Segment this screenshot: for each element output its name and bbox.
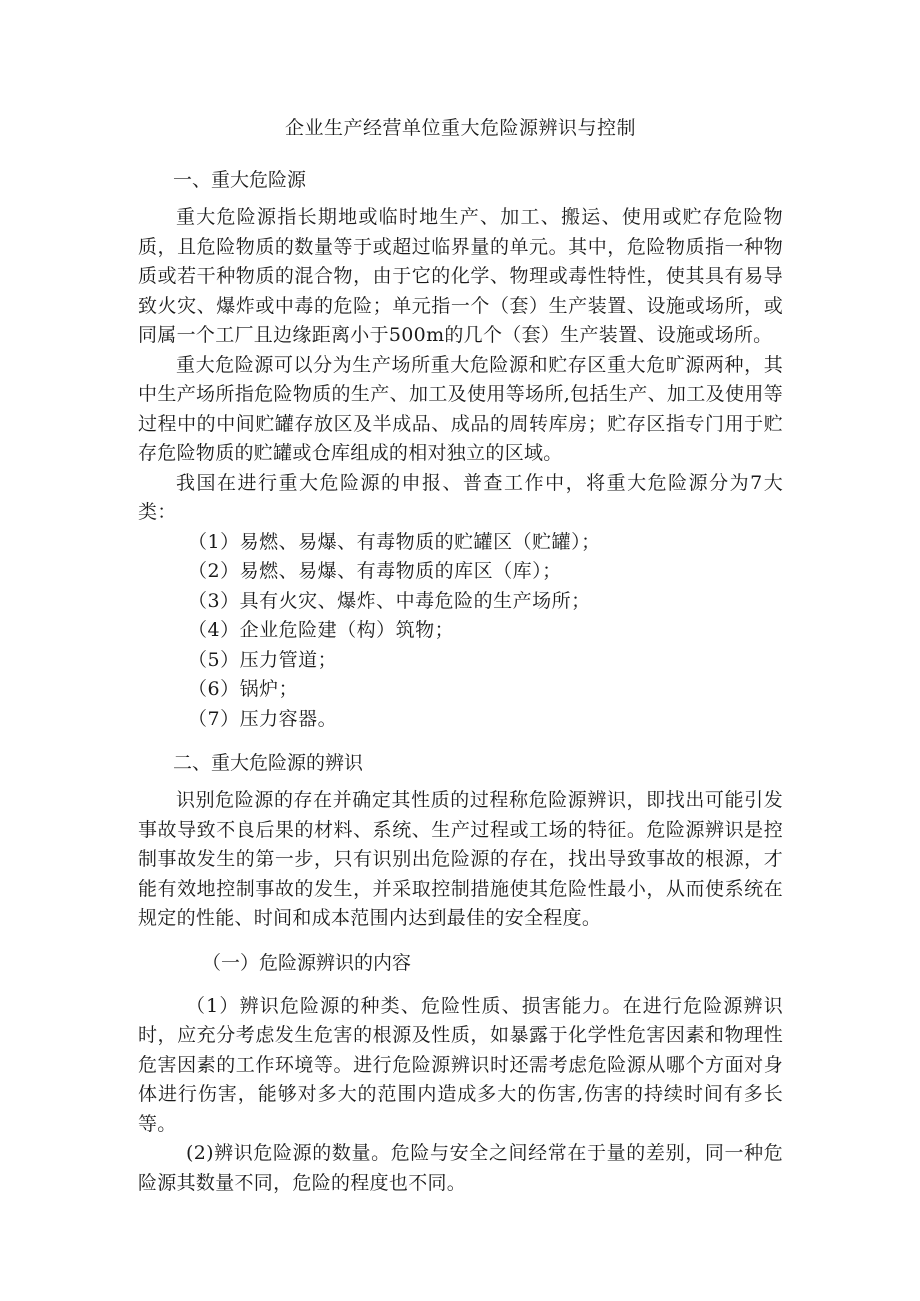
paragraph: 重大危险源指长期地或临时地生产、加工、搬运、使用或贮存危险物质，且危险物质的数量等于或超过临界量的单元。其中，危险物质指一种物质或若干种物质的混合物，由于它的化学、物理或毒性特性，使其具有易导致火灾、爆炸或中毒的危险；单元指一个（套）生产装置、设施或场所，或同属一个工厂且边缘距离小于500m的几个（套）生产装置、设施或场所。	[138, 206, 783, 346]
list-item: （6）锅炉；	[188, 678, 299, 700]
list-item: （2）易燃、易爆、有毒物质的库区（库）；	[188, 560, 562, 582]
subsection-heading: （一）危险源辨识的内容	[202, 951, 412, 974]
list-item: （7）压力容器。	[188, 707, 338, 730]
paragraph: 重大危险源可以分为生产场所重大危险源和贮存区重大危旷源两种，其中生产场所指危险物质的生产、加工及使用等场所,包括生产、加工及使用等过程中的中间贮罐存放区及半成品、成品的周转库房；贮存区指专门用于贮存危险物质的贮罐或仓库组成的相对独立的区域。	[138, 353, 783, 464]
document-title: 企业生产经营单位重大危险源辨识与控制	[284, 117, 636, 139]
list-item: （1）易燃、易爆、有毒物质的贮罐区（贮罐）；	[188, 530, 601, 553]
list-item: （5）压力管道；	[188, 648, 338, 671]
paragraph: (2)辨识危险源的数量。危险与安全之间经常在于量的差别，同一种危险源其数量不同，危险的程度也不同。	[138, 1142, 783, 1194]
document-page	[138, 113, 783, 1198]
paragraph: 识别危险源的存在并确定其性质的过程称危险源辨识，即找出可能引发事故导致不良后果的材料、系统、生产过程或工场的特征。危险源辨识是控制事故发生的第一步，只有识别出危险源的存在，找出导致事故的根源，才能有效地控制事故的发生，并采取控制措施使其危险性最小，从而使系统在规定的性能、时间和成本范围内达到最佳的安全程度。	[138, 789, 783, 929]
section-heading-2: 二、重大危险源的辨识	[173, 752, 364, 774]
list-item: （3）具有火灾、爆炸、中毒危险的生产场所；	[188, 589, 591, 612]
paragraph: 我国在进行重大危险源的申报、普查工作中，将重大危险源分为7大类：	[138, 471, 783, 523]
list-item: （4）企业危险建（构）筑物；	[188, 619, 455, 641]
section-heading-1: 一、重大危险源	[173, 169, 307, 191]
paragraph: （1）辨识危险源的种类、危险性质、损害能力。在进行危险源辨识时，应充分考虑发生危害的根源及性质，如暴露于化学性危害因素和物理性危害因素的工作环境等。进行危险源辨识时还需考虑危险源从哪个方面对身体进行伤害，能够对多大的范围内造成多大的伤害,伤害的持续时间有多长等。	[138, 994, 783, 1135]
hazard-category-list	[138, 528, 783, 735]
